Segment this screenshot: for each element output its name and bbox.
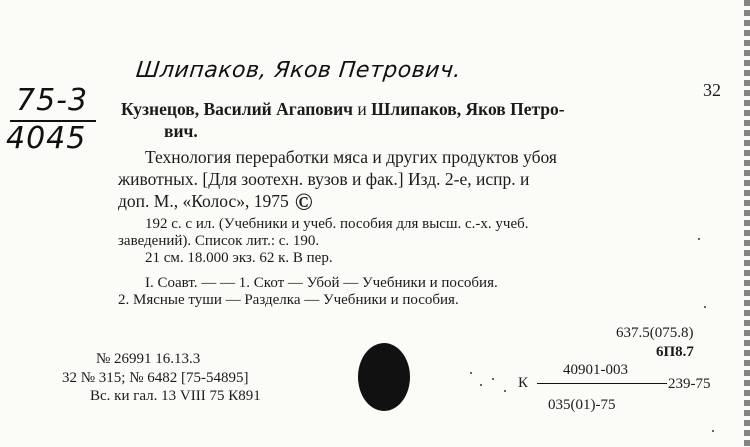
imprint-text: доп. М., «Колос», 1975	[118, 191, 289, 211]
handwritten-author-heading: Шлипаков, Яков Петрович.	[134, 58, 463, 83]
title-line-2: животных. [Для зоотехн. вузов и фак.] Изд. 2-е, испр. и	[118, 169, 530, 189]
authors-line	[121, 99, 565, 120]
author-secondary: Шлипаков, Яков Петро-	[371, 99, 565, 119]
collation-line-2: заведений). Список лит.: с. 190.	[118, 233, 320, 249]
speck	[470, 372, 472, 374]
registry-line-2: 32 № 315; № 6482 [75-54895]	[62, 370, 249, 386]
copyright-mark: ©	[294, 190, 313, 216]
bbk-class: 6П8.7	[656, 344, 694, 360]
speck	[504, 390, 506, 392]
card-punched-edge	[744, 0, 750, 447]
price-code-numerator: 40901-003	[563, 362, 628, 378]
collation-line-1: 192 с. с ил. (Учебники и учеб. пособия для высш. с.-х. учеб.	[145, 216, 529, 232]
price-code-denominator: 035(01)-75	[548, 397, 616, 413]
speck	[698, 238, 700, 240]
subjects-line-1: I. Соавт. — — 1. Скот — Убой — Учебники и пособия.	[145, 275, 498, 291]
registry-line-1: № 26991 16.13.3	[96, 351, 201, 367]
call-number-bottom: 4045	[6, 121, 87, 156]
price-code-letter: К	[518, 375, 529, 391]
registry-line-3: Вс. ки гал. 13 VIII 75 К891	[90, 388, 261, 404]
print-run-line: 21 см. 18.000 экз. 62 к. В пер.	[145, 250, 333, 266]
speck	[492, 378, 494, 380]
subjects-line-2: 2. Мясные туши — Разделка — Учебники и пособия.	[118, 292, 459, 308]
title-line-1: Технология переработки мяса и других продуктов убоя	[145, 147, 557, 167]
author-conjunction: и	[357, 99, 367, 119]
price-code-suffix: 239-75	[668, 376, 711, 392]
price-code-fraction-line	[537, 383, 667, 384]
speck	[704, 306, 706, 308]
author-primary: Кузнецов, Василий Агапович	[121, 99, 354, 119]
speck	[712, 430, 714, 432]
udc-class: 637.5(075.8)	[616, 325, 694, 341]
title-line-3	[118, 190, 313, 217]
page-number: 32	[703, 80, 721, 100]
ink-blot	[358, 343, 410, 411]
speck	[480, 384, 482, 386]
call-number-top: 75-3	[16, 83, 89, 118]
author-secondary-continued: вич.	[164, 121, 198, 141]
